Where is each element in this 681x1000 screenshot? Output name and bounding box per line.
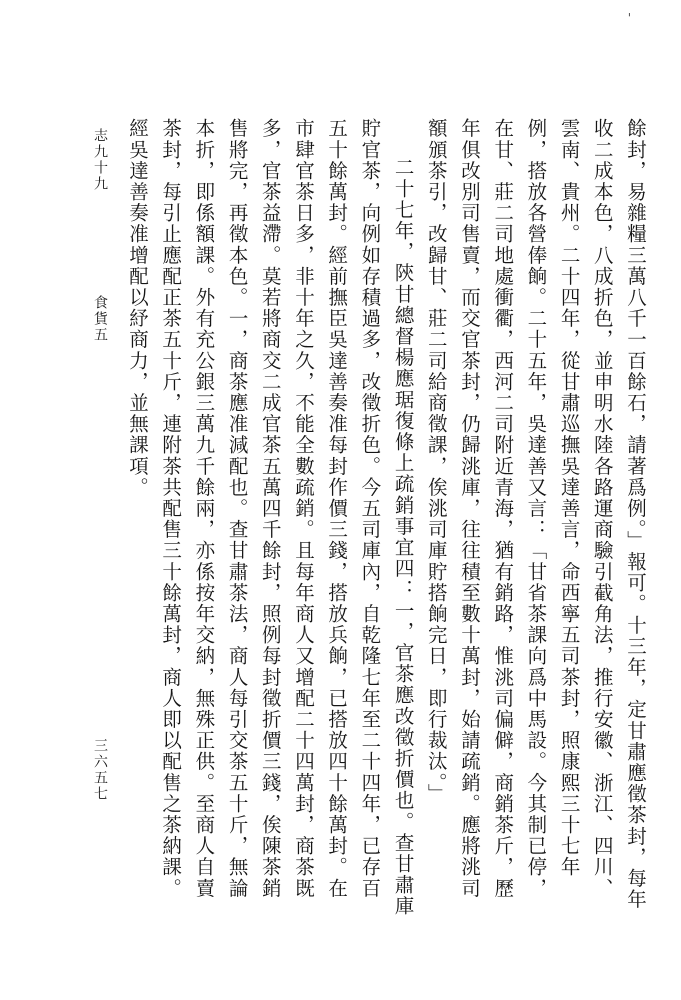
body-text bbox=[125, 118, 652, 918]
paragraph-2: 二十七年，陝甘總督楊應琚復條上疏銷事宜四：一，官茶應改徵折價也。查甘肅庫貯官茶，向例如存積過多，改徵折色。今五司庫內，自乾隆七年至二十四年，已存百五十餘萬封。經前撫臣吳達善奏准每封作價三錢，搭放兵餉，已搭放四十餘萬封。在市肆官茶日多，非十年之久，不能全數疏銷。且每年商人又增配二十四萬封，商茶既多，官茶益滯。莫若將商交二成官茶五萬四千餘封，照例每封徵折價三錢，俟陳茶銷售將完，再徵本色。一，商茶應准減配也。查甘肅茶法，商人每引交茶五十斤，無論本折，即係額課。外有充公銀三萬九千餘兩，亦係按年交納，無殊正供。至商人自賣茶封，每引止應配正茶五十斤，連附茶共配售三十餘萬封，商人即以配售之茶納課。經吳達善奏准增配以紓商力，並無課項。 bbox=[125, 118, 415, 917]
page-number: 三六五七 bbox=[92, 738, 108, 802]
running-head bbox=[90, 128, 110, 343]
running-head-section: 食貨五 bbox=[92, 295, 108, 343]
running-head-volume: 志九十九 bbox=[92, 128, 108, 192]
corner-mark: ' bbox=[627, 11, 631, 25]
paragraph-1: 餘封，易雜糧三萬八千一百餘石，請著爲例。」報可。十三年，定甘肅應徵茶封，每年收二成本色，八成折色，並申明水陸各路運商驗引截角法，推行安徽、浙江、四川、雲南、貴州。二十四年，從甘肅巡撫吳達善言，命西寧五司茶封，照康熙三十七年例，搭放各營俸餉。二十五年，吳達善又言：「甘省茶課向爲中馬設。今其制已停，在甘、莊二司地處衝衢，西河二司附近青海，猶有銷路，惟洮司偏僻，商銷茶斤，歷年俱改別司售賣，而交官茶封，仍歸洮庫，往往積至數十萬封，始請疏銷。應將洮司額頒茶引，改歸甘、莊二司給商徵課，俟洮司庫貯搭餉完日，即行裁汰。」 bbox=[424, 118, 647, 911]
